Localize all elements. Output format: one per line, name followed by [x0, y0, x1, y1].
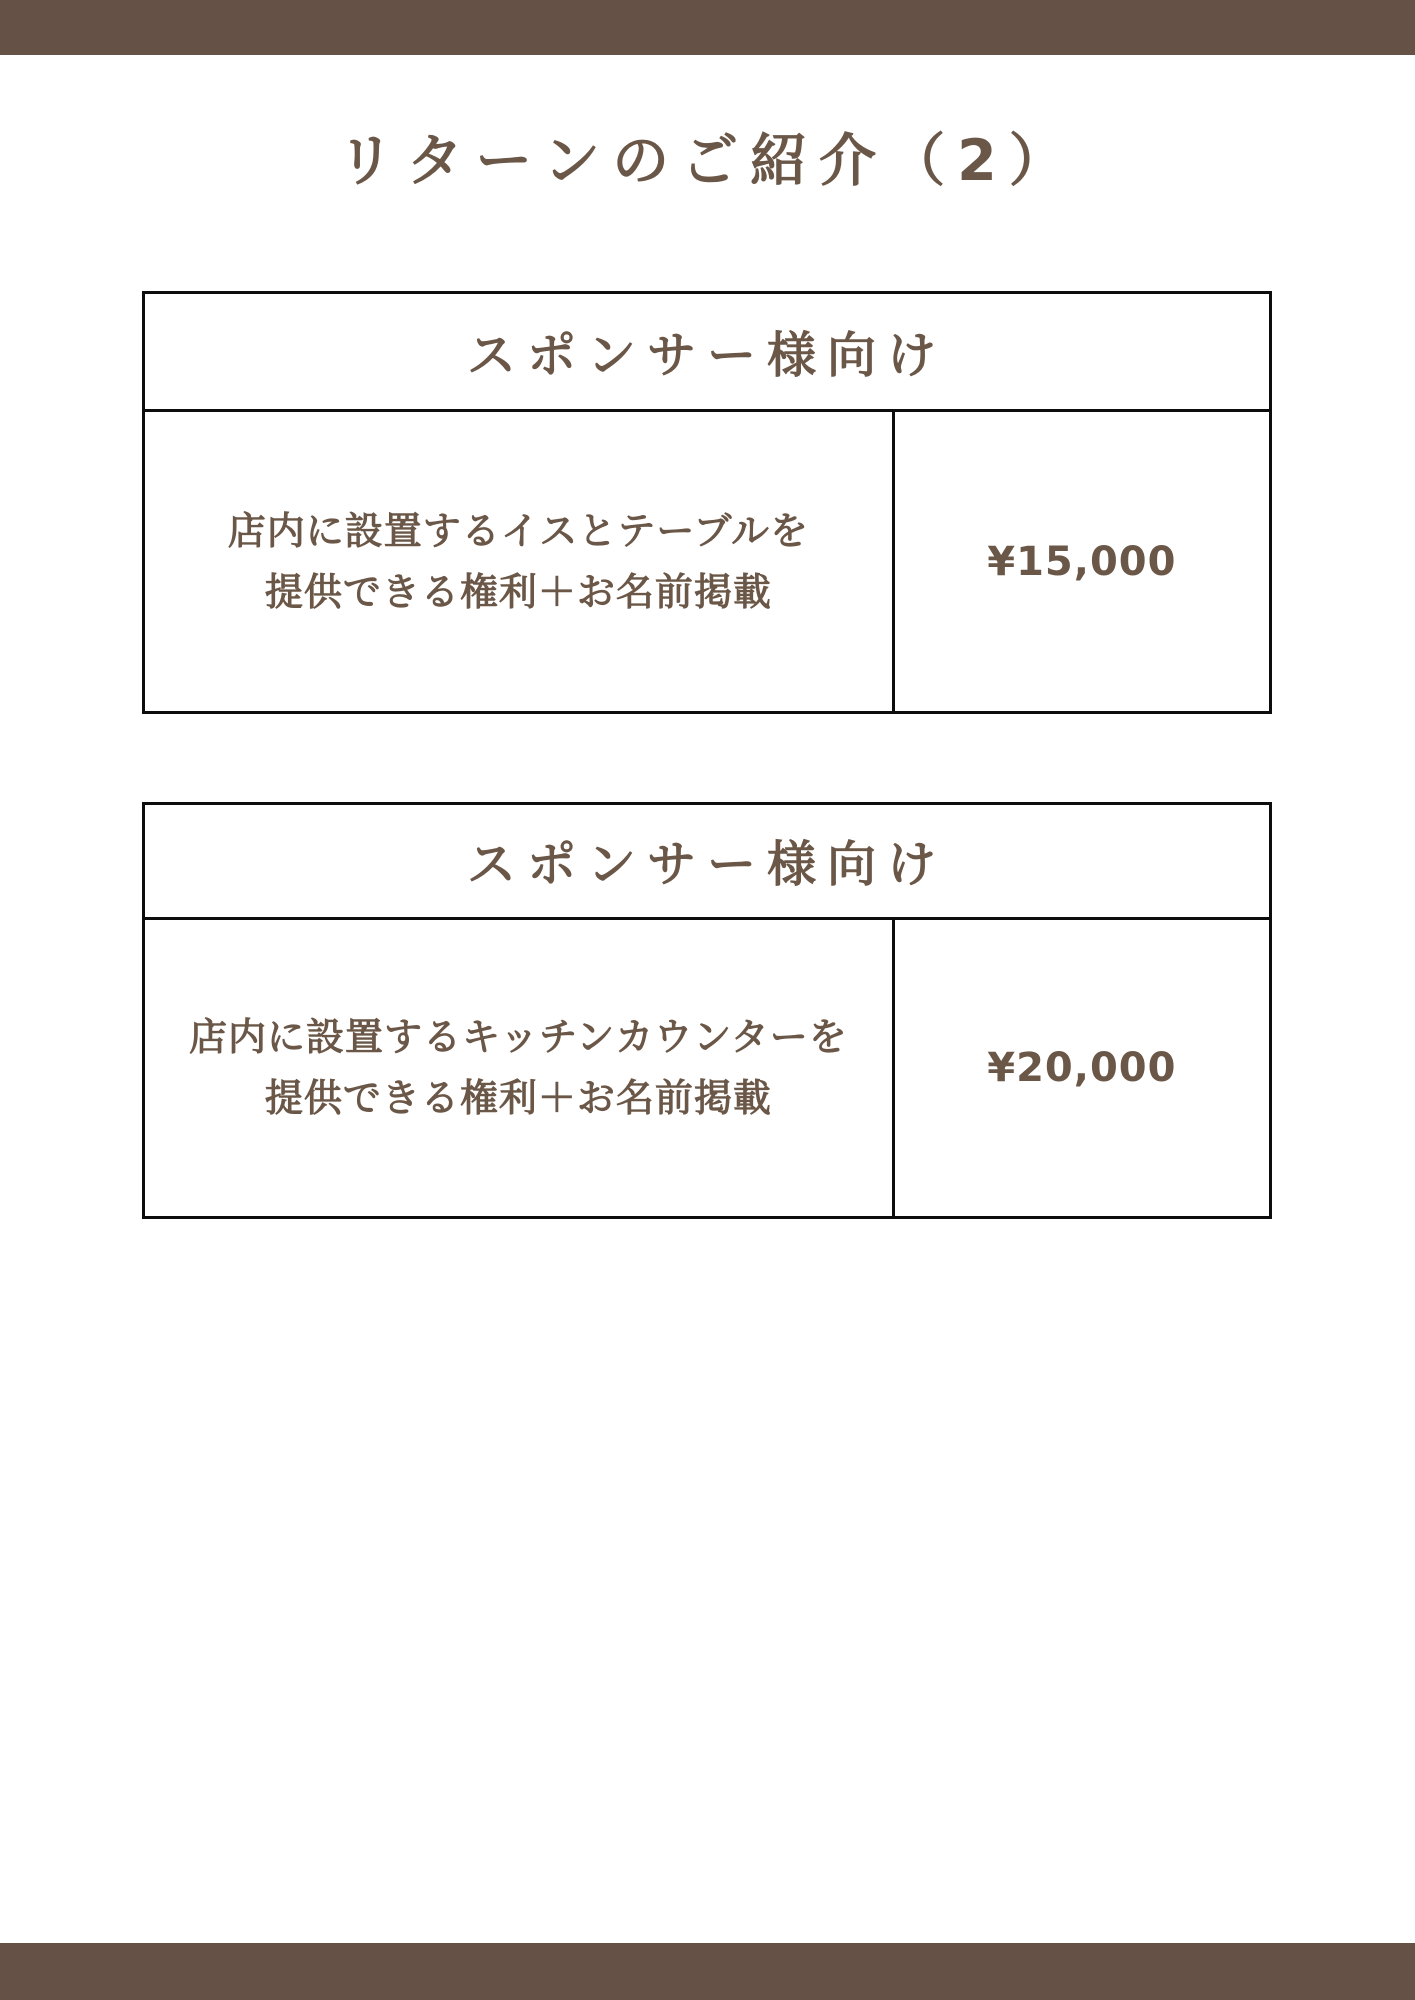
table-2-header: スポンサー様向け [145, 805, 1269, 920]
description-line: 店内に設置するイスとテーブルを [227, 508, 809, 553]
description-line: 店内に設置するキッチンカウンターを [188, 1015, 848, 1060]
price-text: ¥20,000 [987, 1045, 1177, 1091]
return-table-2 [142, 802, 1272, 1219]
table-2-price-cell [895, 920, 1269, 1216]
return-table-1 [142, 291, 1272, 714]
description-line: 提供できる権利＋お名前掲載 [264, 1076, 772, 1120]
table-1-header: スポンサー様向け [145, 294, 1269, 412]
table-1-price-cell [895, 412, 1269, 711]
table-1-description-cell [145, 412, 895, 711]
table-2-body [145, 920, 1269, 1216]
page-title: リターンのご紹介（2） [337, 128, 1078, 194]
top-bar [0, 0, 1415, 55]
table-2-description-cell [145, 920, 895, 1216]
description-line: 提供できる権利＋お名前掲載 [264, 569, 772, 614]
table-1-body [145, 412, 1269, 711]
price-text: ¥15,000 [987, 538, 1177, 585]
bottom-bar [0, 1943, 1415, 2000]
